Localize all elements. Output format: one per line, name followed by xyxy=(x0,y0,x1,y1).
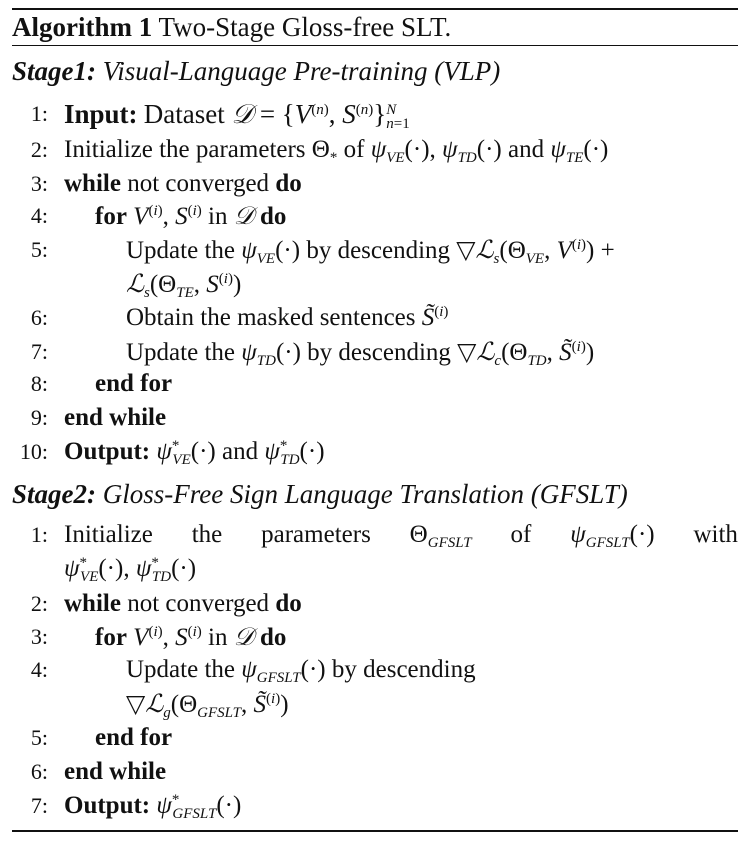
keyword: for xyxy=(95,624,127,651)
condition-text: not converged xyxy=(127,170,270,197)
line-text: Input: Dataset 𝒟 = {$V^{(n)}$, $S^{(n)}\}^N_{n=1}$ xyxy=(64,99,410,132)
line-number: 6: xyxy=(30,759,48,784)
keyword: for xyxy=(95,203,127,230)
line-number: 10: xyxy=(19,439,48,464)
line-text: $ℒ_s(\Theta_{TE}$, $S^{(i)}$) xyxy=(126,269,242,301)
algorithm-title-text: Two-Stage Gloss-free SLT. xyxy=(158,12,452,42)
line-number: 1: xyxy=(30,522,48,547)
line-text: Initialize the parameters $\Theta_{GFSLT}$ of $\psi_{GFSLT}(\cdot)$ with xyxy=(64,521,738,551)
line-number: 9: xyxy=(30,405,48,430)
keyword: do xyxy=(275,170,302,197)
line-text: for $V^{(i)}$, $S^{(i)}$ in 𝒟 do xyxy=(95,622,287,651)
stage1-label: Stage1: xyxy=(12,56,96,86)
stage1-heading xyxy=(12,55,500,87)
keyword: while xyxy=(64,590,121,617)
stage2-title: Gloss-Free Sign Language Translation (GFSLT) xyxy=(102,479,628,509)
line-text: Obtain the masked sentences S̃$^{(i)}$ xyxy=(126,304,449,331)
line-number: 6: xyxy=(30,305,48,330)
line-text xyxy=(64,168,302,200)
keyword: end for xyxy=(95,724,173,751)
line-text: Output: $\psi^*_{GFSLT}(\cdot)$ xyxy=(64,792,242,822)
keyword: Output: xyxy=(64,438,151,465)
line-text: $\psi^*_{VE}(\cdot)$, $\psi^*_{TD}(\cdot)$ xyxy=(64,555,197,585)
keyword: do xyxy=(259,203,287,230)
top-rule xyxy=(12,8,738,10)
line-number: 8: xyxy=(30,371,48,396)
line-number: 4: xyxy=(30,657,48,682)
line-number: 4: xyxy=(30,203,48,228)
line-text: for $V^{(i)}$, $S^{(i)}$ in 𝒟 do xyxy=(95,201,287,230)
keyword: end while xyxy=(64,758,167,785)
line-text: Update the $\psi_{VE}(\cdot)$ by descending $▽ℒ_s(\Theta_{VE}$, $V^{(i)}$) + xyxy=(126,235,615,267)
keyword: end while xyxy=(64,404,167,431)
line-text xyxy=(64,402,166,434)
keyword: do xyxy=(259,624,287,651)
line-number: 2: xyxy=(30,591,48,616)
stage2-label: Stage2: xyxy=(12,479,96,509)
stage2-heading xyxy=(12,478,628,510)
condition-text: not converged xyxy=(127,590,270,617)
line-number: 3: xyxy=(30,171,48,196)
line-number: 3: xyxy=(30,624,48,649)
line-number: 7: xyxy=(30,793,48,818)
stage1-title: Visual-Language Pre-training (VLP) xyxy=(102,56,501,86)
line-text: $▽ℒ_g(\Theta_{GFSLT}$, S̃$^{(i)}$) xyxy=(126,689,289,721)
line-number: 5: xyxy=(30,237,48,262)
line-text xyxy=(95,368,172,400)
title-rule xyxy=(12,45,738,46)
keyword: Output: xyxy=(64,792,151,819)
keyword: end for xyxy=(95,370,173,397)
keyword: do xyxy=(275,590,302,617)
line-text xyxy=(64,756,166,788)
bottom-rule xyxy=(12,830,738,832)
algorithm-title xyxy=(12,11,451,43)
algorithm-box xyxy=(12,0,738,843)
keyword: Input: xyxy=(64,99,138,129)
line-number: 7: xyxy=(30,339,48,364)
line-text: Initialize the parameters $\Theta_*$ of $\psi_{VE}(\cdot)$, $\psi_{TD}(\cdot)$ and $\psi_{TE}(\cdot)$ xyxy=(64,136,609,166)
line-text xyxy=(95,722,172,754)
line-number: 5: xyxy=(30,725,48,750)
line-number: 2: xyxy=(30,137,48,162)
line-text xyxy=(64,588,302,620)
algorithm-label: Algorithm 1 xyxy=(12,12,153,42)
line-text: Update the $\psi_{GFSLT}(\cdot)$ by descending xyxy=(126,656,476,686)
line-text: Output: $\psi^*_{VE}(\cdot)$ and $\psi^*_{TD}(\cdot)$ xyxy=(64,438,325,468)
line-text: Update the $\psi_{TD}(\cdot)$ by descending $▽ℒ_c(\Theta_{TD}$, S̃$^{(i)}$) xyxy=(126,337,595,369)
keyword: while xyxy=(64,170,121,197)
line-number: 1: xyxy=(30,101,48,126)
